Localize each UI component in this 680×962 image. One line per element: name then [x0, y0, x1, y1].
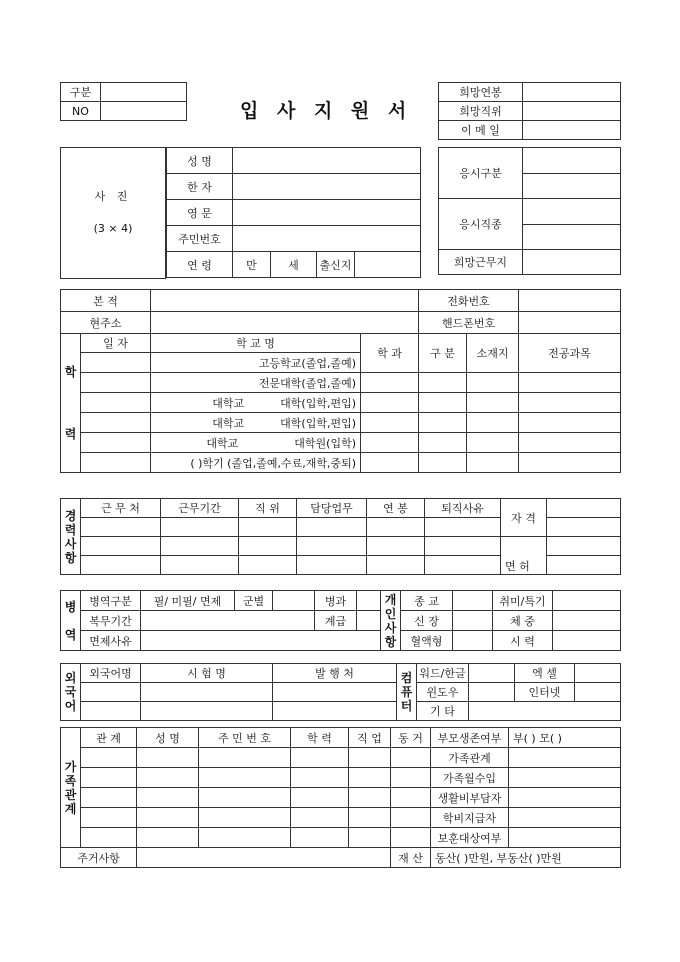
age-se[interactable]: 세 [271, 252, 317, 278]
veteran-label: 보훈대상여부 [431, 828, 509, 848]
career-side-label [61, 499, 81, 575]
internet-label: 인터넷 [515, 683, 575, 702]
family-row-1-name[interactable] [137, 748, 199, 768]
family-row-1-rrn[interactable] [199, 748, 291, 768]
edu-type-header: 구 분 [419, 334, 467, 373]
property-field[interactable]: 동산( )만원, 부동산( )만원 [431, 848, 621, 868]
tuition-field[interactable] [509, 808, 621, 828]
language-side-2: 국 [64, 685, 77, 699]
edu-type-2[interactable] [419, 373, 467, 393]
personal-matters-side-label [381, 591, 401, 651]
career-row-3-workplace[interactable] [81, 556, 161, 575]
career-side-1: 경 [64, 508, 77, 523]
military-rank-label: 계급 [315, 611, 357, 631]
gubun-field[interactable] [101, 83, 187, 102]
military-branch-label: 군별 [235, 591, 273, 611]
residence-field[interactable] [137, 848, 391, 868]
family-row-2-name[interactable] [137, 768, 199, 788]
no-field[interactable] [101, 102, 187, 121]
current-address-label: 현주소 [61, 312, 151, 334]
career-row-2-salary[interactable] [367, 537, 425, 556]
weight-label: 체 중 [493, 611, 553, 631]
personal-table [166, 147, 421, 278]
hobby-label: 취미/특기 [493, 591, 553, 611]
weight-field[interactable] [553, 611, 621, 631]
eyesight-label: 시 력 [493, 631, 553, 651]
career-table [60, 498, 621, 575]
apply-type-label: 응시구분 [439, 148, 523, 199]
military-side-label [61, 591, 81, 651]
edu-location-5[interactable] [467, 433, 519, 453]
gubun-label: 구분 [61, 83, 101, 102]
family-relation-label: 가족관계 [431, 748, 509, 768]
career-position-header: 직 위 [239, 499, 297, 518]
computer-side-label [397, 664, 417, 721]
military-period-field[interactable] [141, 611, 315, 631]
eyesight-field[interactable] [553, 631, 621, 651]
name-field[interactable] [233, 148, 421, 174]
hobby-field[interactable] [553, 591, 621, 611]
edu-school-4[interactable] [151, 413, 361, 433]
education-side-1: 학 [64, 365, 77, 379]
language-row-2-test[interactable] [141, 702, 273, 721]
family-row-2-education[interactable] [291, 768, 349, 788]
edu-major-4[interactable] [361, 413, 419, 433]
family-row-4-education[interactable] [291, 808, 349, 828]
family-row-2-living[interactable] [391, 768, 431, 788]
pm-side-1: 개 [384, 592, 397, 607]
photo-box[interactable] [60, 147, 166, 279]
hope-position-label: 희망직위 [439, 102, 523, 121]
age-man[interactable]: 만 [233, 252, 271, 278]
computer-side-1: 컴 [400, 671, 413, 685]
hope-salary-label: 희망연봉 [439, 83, 523, 102]
pm-side-4: 항 [384, 634, 397, 649]
edu-subject-header: 전공과목 [519, 334, 621, 373]
excel-field[interactable] [575, 664, 621, 683]
edu-school-3-text: 대학(입학,편입) [280, 396, 356, 410]
hanja-field[interactable] [233, 174, 421, 200]
edu-major-header: 학 과 [361, 334, 419, 373]
family-row-4-job[interactable] [349, 808, 391, 828]
edu-subject-2[interactable] [519, 373, 621, 393]
word-label: 워드/한글 [417, 664, 469, 683]
computer-side-3: 터 [400, 699, 413, 713]
email-label: 이 메 일 [439, 121, 523, 140]
family-row-4-living[interactable] [391, 808, 431, 828]
permit-field-2[interactable] [547, 556, 621, 575]
family-row-5-education[interactable] [291, 828, 349, 848]
military-type-values[interactable]: 필/ 미필/ 면제 [141, 591, 235, 611]
edu-major-2[interactable] [361, 373, 419, 393]
family-row-3-job[interactable] [349, 788, 391, 808]
edu-type-3[interactable] [419, 393, 467, 413]
language-side-3: 어 [64, 699, 77, 713]
family-row-1-education[interactable] [291, 748, 349, 768]
career-row-2-workplace[interactable] [81, 537, 161, 556]
family-side-3: 관 [64, 787, 77, 802]
family-side-2: 족 [64, 773, 77, 788]
rrn-field[interactable] [233, 226, 421, 252]
word-field[interactable] [469, 664, 515, 683]
career-row-1-salary[interactable] [367, 518, 425, 537]
career-row-3-position[interactable] [239, 556, 297, 575]
family-row-4-rrn[interactable] [199, 808, 291, 828]
military-rank-field[interactable] [357, 611, 381, 631]
edu-date-1[interactable] [81, 353, 151, 373]
education-side-label [61, 334, 81, 473]
address-education-table [60, 289, 621, 473]
career-row-3-reason[interactable] [425, 556, 501, 575]
edu-school-5-text: 대학원(입학) [294, 436, 356, 450]
pm-side-2: 인 [384, 606, 397, 621]
etc-label: 기 타 [417, 702, 469, 721]
etc-field[interactable] [469, 702, 621, 721]
hope-location-label: 희망근무지 [439, 250, 523, 275]
edu-major-3[interactable] [361, 393, 419, 413]
name-label: 성 명 [167, 148, 233, 174]
current-address-field[interactable] [151, 312, 419, 334]
rrn-label: 주민번호 [167, 226, 233, 252]
career-row-1-position[interactable] [239, 518, 297, 537]
education-side-2: 력 [64, 427, 77, 441]
edu-subject-6[interactable] [519, 453, 621, 473]
family-row-5-relation[interactable] [81, 828, 137, 848]
family-side-label [61, 728, 81, 848]
family-row-5-rrn[interactable] [199, 828, 291, 848]
family-row-2-relation[interactable] [81, 768, 137, 788]
career-side-3: 사 [64, 536, 77, 551]
family-row-3-education[interactable] [291, 788, 349, 808]
language-name-header: 외국어명 [81, 664, 141, 683]
edu-subject-4[interactable] [519, 413, 621, 433]
career-row-1-reason[interactable] [425, 518, 501, 537]
edu-school-6[interactable]: ( )학기 (졸업,졸예,수료,재학,중퇴) [151, 453, 361, 473]
header-id-table [60, 82, 187, 121]
career-period-header: 근무기간 [161, 499, 239, 518]
mobile-field[interactable] [519, 312, 621, 334]
career-row-3-salary[interactable] [367, 556, 425, 575]
edu-school-1[interactable]: 고등학교(졸업,졸예) [151, 353, 361, 373]
blood-label: 혈액형 [401, 631, 453, 651]
career-side-2: 력 [64, 522, 77, 537]
family-row-1-living[interactable] [391, 748, 431, 768]
language-row-2-issuer[interactable] [273, 702, 397, 721]
license-field-2[interactable] [547, 518, 621, 537]
edu-school-4-pre: 대학교 [212, 416, 245, 430]
mobile-label: 핸드폰번호 [419, 312, 519, 334]
family-relation-field[interactable] [509, 748, 621, 768]
edu-type-6[interactable] [419, 453, 467, 473]
english-label: 영 문 [167, 200, 233, 226]
religion-field[interactable] [453, 591, 493, 611]
edu-date-3[interactable] [81, 393, 151, 413]
family-row-5-name[interactable] [137, 828, 199, 848]
career-row-3-period[interactable] [161, 556, 239, 575]
height-field[interactable] [453, 611, 493, 631]
internet-field[interactable] [575, 683, 621, 702]
family-row-2-rrn[interactable] [199, 768, 291, 788]
language-computer-table [60, 663, 621, 721]
pm-side-3: 사 [384, 620, 397, 635]
language-test-header: 시 험 명 [141, 664, 273, 683]
hope-location-field[interactable] [523, 250, 621, 275]
edu-location-2[interactable] [467, 373, 519, 393]
military-side-2: 역 [64, 627, 77, 642]
header-hope-table [438, 82, 621, 140]
hope-position-field[interactable] [523, 102, 621, 121]
military-side-1: 병 [64, 599, 77, 614]
windows-field[interactable] [469, 683, 515, 702]
permit-field-1[interactable] [547, 537, 621, 556]
family-row-3-relation[interactable] [81, 788, 137, 808]
apply-job-field-1[interactable] [523, 199, 621, 225]
family-row-1-job[interactable] [349, 748, 391, 768]
military-exemption-label: 면제사유 [81, 631, 141, 651]
edu-location-4[interactable] [467, 413, 519, 433]
family-income-field[interactable] [509, 768, 621, 788]
religion-label: 종 교 [401, 591, 453, 611]
license-field-1[interactable] [547, 499, 621, 518]
permit-label: 면 허 [501, 537, 547, 575]
career-row-1-duty[interactable] [297, 518, 367, 537]
residence-label: 주거사항 [61, 848, 137, 868]
family-row-4-relation[interactable] [81, 808, 137, 828]
license-label: 자 격 [501, 499, 547, 537]
edu-date-6[interactable] [81, 453, 151, 473]
edu-location-header: 소재지 [467, 334, 519, 373]
birthplace-label: 출신지 [317, 252, 355, 278]
edu-subject-3[interactable] [519, 393, 621, 413]
edu-major-5[interactable] [361, 433, 419, 453]
family-name-header: 성 명 [137, 728, 199, 748]
edu-school-5[interactable] [151, 433, 361, 453]
edu-date-header: 일 자 [81, 334, 151, 353]
military-table [60, 590, 621, 651]
apply-job-field-2[interactable] [523, 224, 621, 250]
parents-alive-label: 부모생존여부 [431, 728, 509, 748]
edu-school-2[interactable]: 전문대학(졸업,졸예) [151, 373, 361, 393]
family-relation-header: 관 계 [81, 728, 137, 748]
family-row-3-name[interactable] [137, 788, 199, 808]
apply-table [438, 147, 621, 275]
career-side-4: 항 [64, 550, 77, 565]
email-field[interactable] [523, 121, 621, 140]
language-row-1-name[interactable] [81, 683, 141, 702]
apply-type-field-2[interactable] [523, 173, 621, 199]
edu-date-5[interactable] [81, 433, 151, 453]
photo-size: (3 × 4) [93, 222, 133, 235]
career-row-3-duty[interactable] [297, 556, 367, 575]
career-row-2-duty[interactable] [297, 537, 367, 556]
family-living-header: 동 거 [391, 728, 431, 748]
apply-job-label: 응시직종 [439, 199, 523, 250]
family-row-4-name[interactable] [137, 808, 199, 828]
edu-school-4-text: 대학(입학,편입) [280, 416, 356, 430]
edu-major-6[interactable] [361, 453, 419, 473]
military-period-label: 복무기간 [81, 611, 141, 631]
living-cost-label: 생활비부담자 [431, 788, 509, 808]
hope-salary-field[interactable] [523, 83, 621, 102]
language-side-label [61, 664, 81, 721]
page-title: 입 사 지 원 서 [240, 100, 413, 122]
edu-subject-5[interactable] [519, 433, 621, 453]
edu-type-4[interactable] [419, 413, 467, 433]
family-table [60, 727, 621, 868]
age-label: 연 령 [167, 252, 233, 278]
origin-label: 본 적 [61, 290, 151, 312]
language-row-2-name[interactable] [81, 702, 141, 721]
computer-side-2: 퓨 [400, 685, 413, 699]
phone-field[interactable] [519, 290, 621, 312]
edu-date-4[interactable] [81, 413, 151, 433]
no-label: NO [61, 102, 101, 121]
family-rrn-header: 주 민 번 호 [199, 728, 291, 748]
family-row-5-living[interactable] [391, 828, 431, 848]
height-label: 신 장 [401, 611, 453, 631]
hanja-label: 한 자 [167, 174, 233, 200]
career-row-2-reason[interactable] [425, 537, 501, 556]
apply-type-field-1[interactable] [523, 148, 621, 174]
family-row-1-relation[interactable] [81, 748, 137, 768]
phone-label: 전화번호 [419, 290, 519, 312]
family-side-4: 계 [64, 801, 77, 816]
edu-school-header: 학 교 명 [151, 334, 361, 353]
edu-location-6[interactable] [467, 453, 519, 473]
career-workplace-header: 근 무 처 [81, 499, 161, 518]
career-row-2-position[interactable] [239, 537, 297, 556]
family-job-header: 직 업 [349, 728, 391, 748]
parents-alive-field[interactable]: 부( ) 모( ) [509, 728, 621, 748]
veteran-field[interactable] [509, 828, 621, 848]
family-row-3-rrn[interactable] [199, 788, 291, 808]
english-field[interactable] [233, 200, 421, 226]
edu-school-3[interactable] [151, 393, 361, 413]
career-duty-header: 담당업무 [297, 499, 367, 518]
excel-label: 엑 셀 [515, 664, 575, 683]
living-cost-field[interactable] [509, 788, 621, 808]
edu-date-2[interactable] [81, 373, 151, 393]
military-exemption-field[interactable] [141, 631, 381, 651]
family-side-1: 가 [64, 759, 77, 774]
tuition-label: 학비지급자 [431, 808, 509, 828]
origin-field[interactable] [151, 290, 419, 312]
career-row-1-period[interactable] [161, 518, 239, 537]
military-type-label: 병역구분 [81, 591, 141, 611]
family-row-5-job[interactable] [349, 828, 391, 848]
family-education-header: 학 력 [291, 728, 349, 748]
birthplace-field[interactable] [355, 252, 421, 278]
family-row-3-living[interactable] [391, 788, 431, 808]
language-side-1: 외 [64, 671, 77, 685]
windows-label: 윈도우 [417, 683, 469, 702]
military-branch-field[interactable] [273, 591, 315, 611]
language-row-1-issuer[interactable] [273, 683, 397, 702]
career-salary-header: 연 봉 [367, 499, 425, 518]
property-label: 재 산 [391, 848, 431, 868]
military-department-field[interactable] [357, 591, 381, 611]
career-row-1-workplace[interactable] [81, 518, 161, 537]
language-row-1-test[interactable] [141, 683, 273, 702]
blood-field[interactable] [453, 631, 493, 651]
family-row-2-job[interactable] [349, 768, 391, 788]
career-row-2-period[interactable] [161, 537, 239, 556]
edu-location-3[interactable] [467, 393, 519, 413]
photo-label: 사 진 [94, 190, 132, 203]
family-income-label: 가족월수입 [431, 768, 509, 788]
edu-school-5-pre: 대학교 [206, 436, 239, 450]
edu-type-5[interactable] [419, 433, 467, 453]
language-issuer-header: 발 행 처 [273, 664, 397, 683]
edu-school-3-pre: 대학교 [212, 396, 245, 410]
military-department-label: 병과 [315, 591, 357, 611]
career-reason-header: 퇴직사유 [425, 499, 501, 518]
